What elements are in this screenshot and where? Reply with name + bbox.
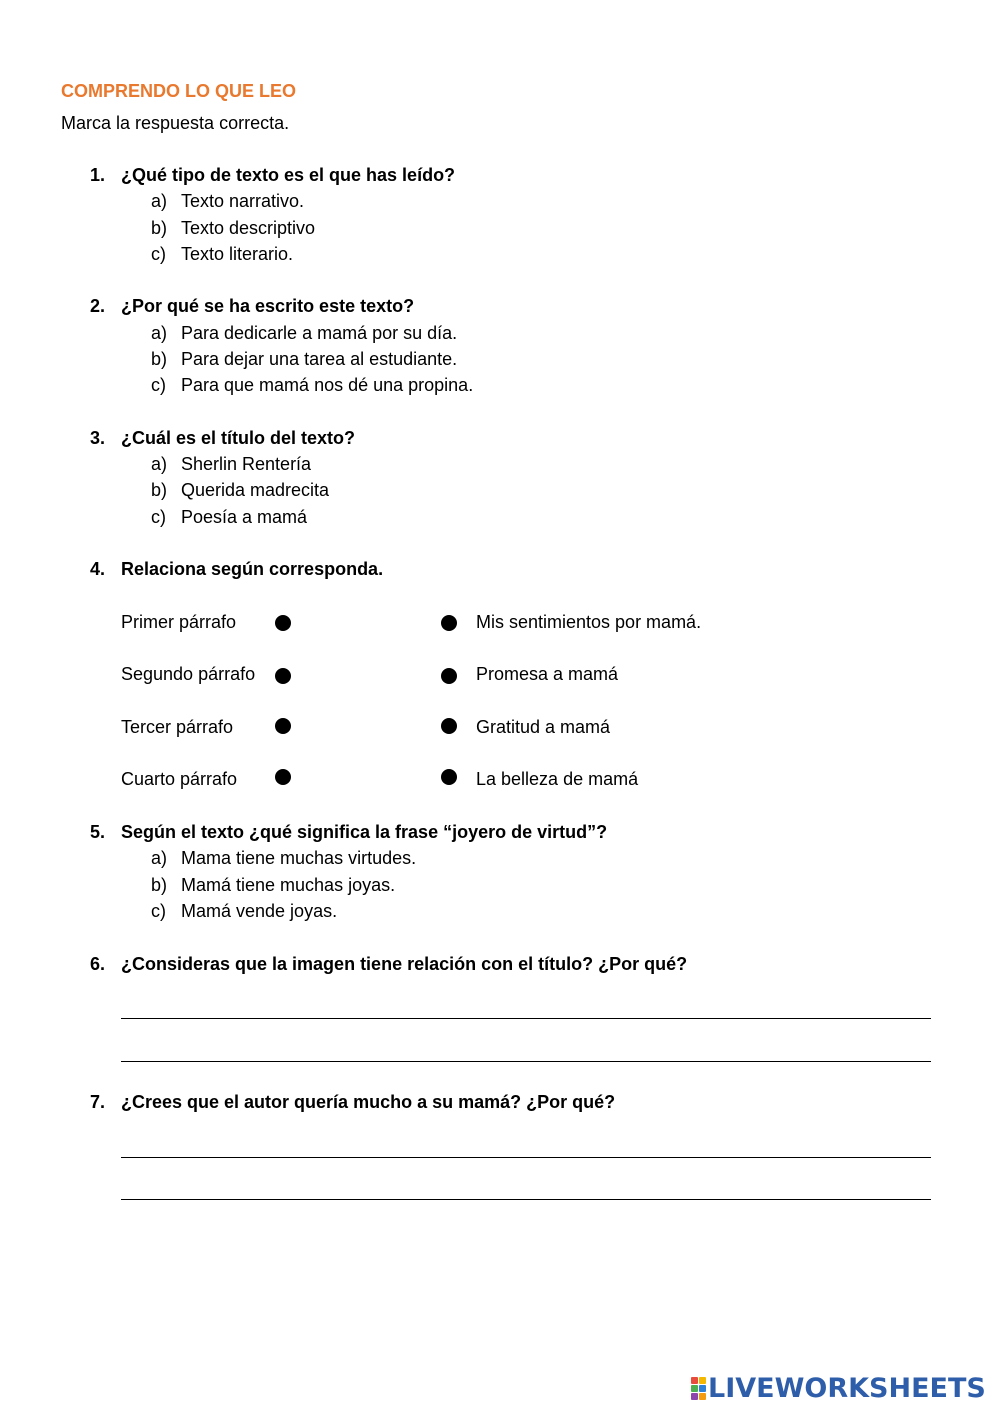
option-text: Querida madrecita bbox=[181, 480, 330, 500]
matching-right-item: Promesa a mamá bbox=[476, 664, 619, 684]
option-letter: a) bbox=[151, 323, 168, 343]
option-text: Texto literario. bbox=[181, 244, 294, 264]
question-number: 6. bbox=[90, 954, 106, 974]
matching-right-item: La belleza de mamá bbox=[476, 769, 639, 789]
matching-left-item: Segundo párrafo bbox=[121, 664, 256, 684]
matching-right-item: Gratitud a mamá bbox=[476, 717, 611, 737]
option-letter: b) bbox=[151, 349, 168, 369]
matching-left-item: Tercer párrafo bbox=[121, 717, 234, 737]
matching-left-item: Primer párrafo bbox=[121, 612, 237, 632]
option-text: Texto narrativo. bbox=[181, 191, 305, 211]
option-letter: b) bbox=[151, 480, 168, 500]
question-text: ¿Por qué se ha escrito este texto? bbox=[121, 296, 415, 316]
matching-right-dot[interactable] bbox=[441, 615, 457, 631]
logo-mark-icon bbox=[691, 1377, 706, 1400]
option-letter: b) bbox=[151, 875, 168, 895]
liveworksheets-logo bbox=[691, 1373, 986, 1403]
option-letter: c) bbox=[151, 901, 166, 921]
option-text: Mamá tiene muchas joyas. bbox=[181, 875, 396, 895]
answer-line[interactable] bbox=[121, 1061, 931, 1062]
matching-left-dot[interactable] bbox=[275, 615, 291, 631]
question-number: 3. bbox=[90, 428, 106, 448]
answer-line[interactable] bbox=[121, 1157, 931, 1158]
option-text: Para dedicarle a mamá por su día. bbox=[181, 323, 458, 343]
option-text: Para dejar una tarea al estudiante. bbox=[181, 349, 458, 369]
option-text: Mama tiene muchas virtudes. bbox=[181, 848, 417, 868]
option-text: Poesía a mamá bbox=[181, 507, 308, 527]
question-number: 5. bbox=[90, 822, 106, 842]
question-text: ¿Cuál es el título del texto? bbox=[121, 428, 356, 448]
option-letter: a) bbox=[151, 454, 168, 474]
option-text: Texto descriptivo bbox=[181, 218, 316, 238]
matching-left-item: Cuarto párrafo bbox=[121, 769, 238, 789]
question-number: 4. bbox=[90, 559, 106, 579]
matching-right-dot[interactable] bbox=[441, 769, 457, 785]
matching-left-dot[interactable] bbox=[275, 718, 291, 734]
question-text: ¿Qué tipo de texto es el que has leído? bbox=[121, 165, 456, 185]
option-text: Para que mamá nos dé una propina. bbox=[181, 375, 474, 395]
matching-left-dot[interactable] bbox=[275, 769, 291, 785]
question-text: ¿Crees que el autor quería mucho a su mamá? ¿Por qué? bbox=[121, 1092, 616, 1112]
option-letter: c) bbox=[151, 375, 166, 395]
option-letter: b) bbox=[151, 218, 168, 238]
question-text: Según el texto ¿qué significa la frase “joyero de virtud”? bbox=[121, 822, 608, 842]
option-text: Mamá vende joyas. bbox=[181, 901, 338, 921]
matching-right-dot[interactable] bbox=[441, 668, 457, 684]
page-title: COMPRENDO LO QUE LEO bbox=[61, 81, 297, 101]
question-number: 2. bbox=[90, 296, 106, 316]
question-text: Relaciona según corresponda. bbox=[121, 559, 384, 579]
option-letter: a) bbox=[151, 848, 168, 868]
question-number: 7. bbox=[90, 1092, 106, 1112]
question-number: 1. bbox=[90, 165, 106, 185]
option-letter: a) bbox=[151, 191, 168, 211]
instruction-text: Marca la respuesta correcta. bbox=[61, 113, 290, 133]
answer-line[interactable] bbox=[121, 1018, 931, 1019]
option-letter: c) bbox=[151, 507, 166, 527]
answer-line[interactable] bbox=[121, 1199, 931, 1200]
matching-right-dot[interactable] bbox=[441, 718, 457, 734]
option-letter: c) bbox=[151, 244, 166, 264]
option-text: Sherlin Rentería bbox=[181, 454, 312, 474]
matching-left-dot[interactable] bbox=[275, 668, 291, 684]
matching-right-item: Mis sentimientos por mamá. bbox=[476, 612, 702, 632]
question-text: ¿Consideras que la imagen tiene relación con el título? ¿Por qué? bbox=[121, 954, 688, 974]
logo-text: LIVEWORKSHEETS bbox=[708, 1372, 986, 1404]
